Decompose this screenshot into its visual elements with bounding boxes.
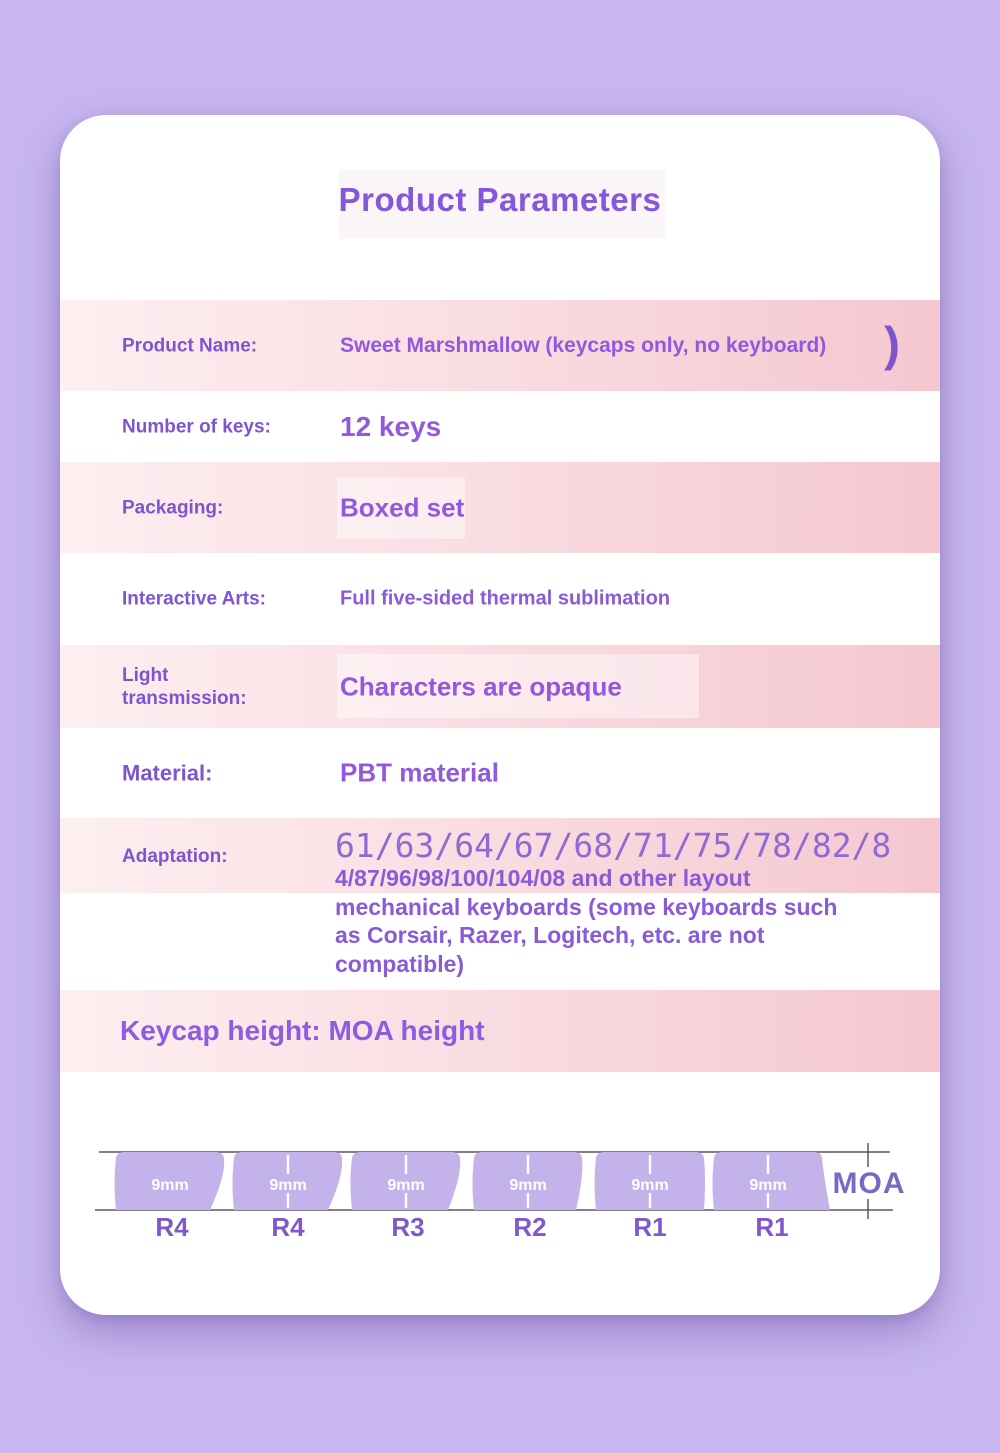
adaptation-text-line: compatible) [335, 950, 465, 977]
number-of-keys-label: Number of keys: [122, 416, 271, 437]
keycap-row-label: R1 [755, 1212, 789, 1242]
keycap-row-label: R4 [271, 1212, 305, 1242]
keycap-row-label: R2 [513, 1212, 547, 1242]
product-name-label: Product Name: [122, 335, 258, 356]
adaptation-text-line: 4/87/96/98/100/104/08 and other layout [335, 865, 751, 891]
keycap-row-label: R1 [633, 1212, 667, 1242]
keycap-row-label: R3 [391, 1212, 425, 1242]
row-adaptation-band [60, 818, 940, 977]
decorative-parenthesis: ) [884, 317, 900, 371]
keycap-size-label: 9mm [151, 1177, 189, 1194]
row-product-name [60, 300, 940, 391]
row-number-of-keys [60, 391, 940, 462]
interactive-arts-label: Interactive Arts: [122, 588, 266, 610]
card-content-area [60, 115, 940, 1315]
row-light-transmission [60, 645, 940, 728]
keycap-size-label: 9mm [269, 1177, 307, 1194]
light-transmission-value: Characters are opaque [340, 671, 622, 701]
row-packaging [60, 462, 940, 553]
keycap-height-heading: Keycap height: MOA height [120, 1015, 485, 1046]
product-parameters-card [60, 115, 940, 1315]
row-keycap-height [60, 990, 940, 1072]
keycap-size-label: 9mm [631, 1177, 669, 1194]
keycap-size-label: 9mm [387, 1177, 425, 1194]
light-transmission-label: Light transmission: [122, 664, 247, 709]
material-label: Material: [122, 760, 213, 786]
product-name-value: Sweet Marshmallow (keycaps only, no keyboard) [340, 333, 827, 357]
adaptation-text-line: as Corsair, Razer, Logitech, etc. are not [335, 922, 765, 948]
keycap-row-label: R4 [155, 1212, 189, 1242]
number-of-keys-value: 12 keys [340, 410, 442, 442]
row-material [60, 728, 940, 818]
adaptation-layouts-line: 61/63/64/67/68/71/75/78/82/8 [335, 826, 892, 865]
row-interactive-arts [60, 553, 940, 645]
moa-profile-label: MOA [832, 1167, 906, 1200]
material-value: PBT material [340, 757, 499, 788]
interactive-arts-value: Full five-sided thermal sublimation [340, 587, 671, 610]
packaging-value: Boxed set [340, 492, 465, 522]
keycap-size-label: 9mm [749, 1177, 787, 1194]
page-title: Product Parameters [338, 181, 662, 218]
adaptation-value [335, 827, 935, 978]
adaptation-label: Adaptation: [122, 846, 228, 867]
packaging-label: Packaging: [122, 497, 224, 518]
adaptation-text-line: mechanical keyboards (some keyboards such [335, 893, 838, 920]
keycap-profile-diagram [60, 1130, 940, 1315]
keycap-size-label: 9mm [509, 1177, 547, 1194]
